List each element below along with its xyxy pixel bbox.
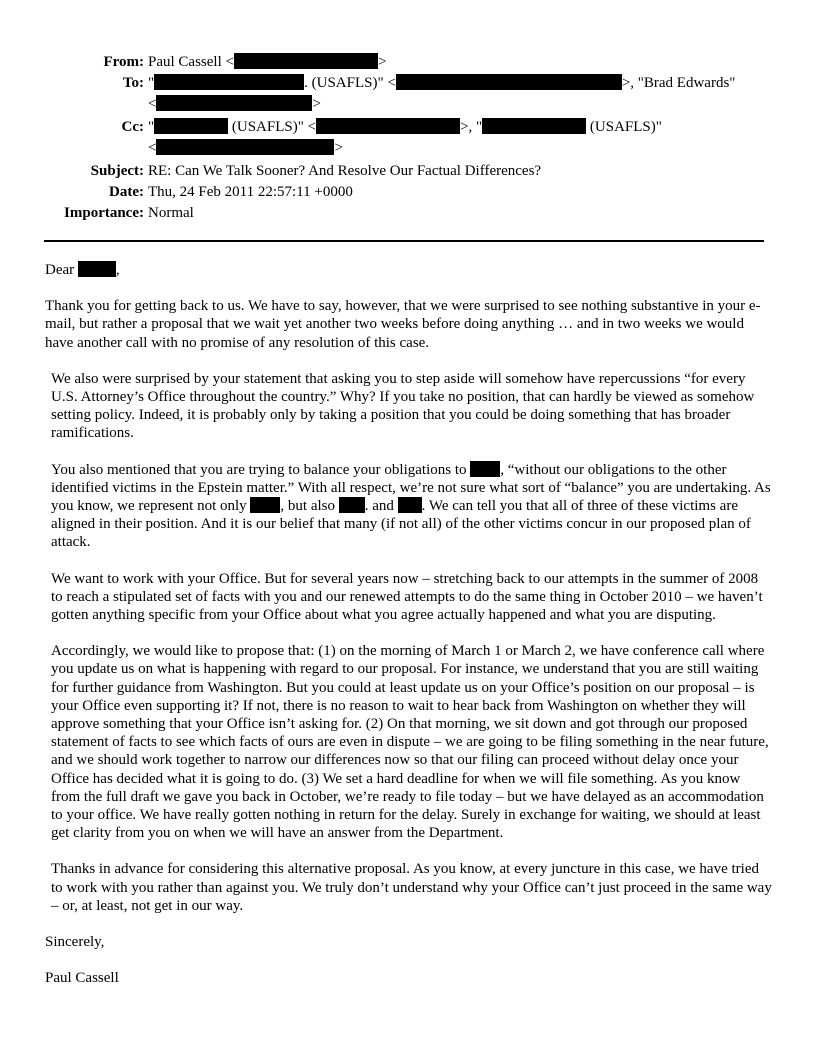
to-text: >, "Brad Edwards"	[621, 75, 736, 91]
cc-text: (USAFLS)"	[586, 119, 662, 135]
paragraph-text: . and	[364, 498, 398, 515]
date-label: Date:	[109, 184, 144, 200]
paragraph-3	[45, 461, 773, 552]
importance-row	[0, 203, 816, 224]
from-row	[0, 52, 816, 73]
bracket: <	[148, 96, 157, 112]
subject-label: Subject:	[90, 163, 144, 179]
cc-row	[0, 117, 816, 159]
cc-text: >, "	[460, 119, 483, 135]
closing: Sincerely,	[45, 934, 105, 951]
greeting	[45, 261, 773, 279]
paragraph-5: Accordingly, we would like to propose that: (1) on the morning of March 1 or March 2, we have conference call where you update us on what is happening with regard to our proposal. For instance, we understand that you are still waiting for further guidance from Washington. But you could at least update us on your Office’s position on our proposal – is your Office even supporting it? If not, there is no reason to wait to hear back from Washington on whether they will approve something that your Office isn’t asking for. (2) On that morning, we sit down and got through our proposed statement of facts to see which facts of ours are even in dispute – we are going to be filing something in the near future, and we should work together to narrow our differences now so that our filing can proceed without delay once your Office has decided what it is going to do. (3) We set a hard deadline for when we will file something. As you know from the full draft we gave you back in October, we’re ready to file today – but we have delayed as an accommodation to your office. We have really gotten nothing in return for the delay. Surely in exchange for waiting, we should at least get clarity from you on when we will have an answer from the Department.	[51, 643, 769, 842]
paragraph-text: , but also	[280, 498, 339, 515]
paragraph-6: Thanks in advance for considering this alternative proposal. As you know, at every juncture in this case, we have tried to work with you rather than against you. We truly don’t understand why your Office can’t just proceed in the same way – or, at least, not get in our way.	[51, 861, 772, 914]
date-row	[0, 182, 816, 203]
redaction	[250, 497, 280, 513]
greeting-text: Dear	[45, 262, 78, 278]
quote: "	[148, 75, 155, 91]
bracket: >	[334, 140, 343, 156]
bracket: >	[312, 96, 321, 112]
from-name: Paul Cassell <	[148, 54, 234, 70]
to-row	[0, 73, 816, 115]
bracket: <	[148, 140, 157, 156]
redaction	[154, 118, 228, 134]
from-label: From:	[103, 54, 144, 70]
date-value: Thu, 24 Feb 2011 22:57:11 +0000	[148, 184, 353, 200]
paragraph-text: , “without our obligations to the other identified victims in the Epstein matter.” With all respect, we’re not sure what sort of “balance” you are undertaking. As you know, we represent not only	[51, 461, 771, 515]
subject-row	[0, 161, 816, 182]
email-header	[0, 52, 816, 224]
email-body	[45, 261, 773, 1006]
bracket: >	[377, 54, 387, 70]
from-value	[148, 52, 768, 73]
redaction	[339, 497, 365, 513]
cc-label: Cc:	[121, 119, 144, 135]
redaction	[234, 53, 378, 69]
redaction	[154, 74, 304, 90]
redaction	[470, 461, 500, 477]
redaction	[78, 261, 116, 277]
importance-label: Importance:	[64, 205, 144, 221]
redaction	[156, 139, 334, 155]
paragraph-text: . We can tell you that all of three of these victims are aligned in their position. And it is our belief that many (if not all) of the other victims concur in our proposed plan of attack.	[51, 498, 751, 551]
importance-value: Normal	[148, 205, 194, 221]
paragraph-4: We want to work with your Office. But for several years now – stretching back to our attempts in the summer of 2008 to reach a stipulated set of facts with you and our renewed attempts to do the same thing in October 2010 – we haven’t gotten anything specific from your Office about what you agree actually happened and what you are disputing.	[51, 570, 763, 624]
to-label: To:	[122, 75, 144, 91]
cc-value	[148, 117, 768, 159]
paragraph-text: You also mentioned that you are trying to balance your obligations to	[51, 461, 471, 478]
paragraph-2: We also were surprised by your statement that asking you to step aside will somehow have repercussions “for every U.S. Attorney’s Office throughout the country.” Why? If you take no position, that can hardly be viewed as somehow setting policy. Indeed, it is probably only by taking a position that you could be doing something that has broader ramifications.	[51, 370, 755, 442]
quote: "	[148, 119, 155, 135]
redaction	[482, 118, 586, 134]
signature: Paul Cassell	[45, 970, 119, 987]
to-text: . (USAFLS)" <	[304, 75, 396, 91]
subject-value: RE: Can We Talk Sooner? And Resolve Our Factual Differences?	[148, 163, 542, 179]
paragraph-1: Thank you for getting back to us. We have to say, however, that we were surprised to see nothing substantive in your e-mail, but rather a proposal that we wait yet another two weeks before doing anything … and in two weeks we would have another call with no promise of any resolution of this case.	[45, 298, 761, 351]
redaction	[398, 497, 422, 513]
redaction	[156, 95, 312, 111]
redaction	[396, 74, 622, 90]
greeting-text: ,	[115, 262, 120, 278]
redaction	[316, 118, 460, 134]
header-divider	[44, 240, 764, 242]
cc-text: (USAFLS)" <	[228, 119, 317, 135]
to-value	[148, 73, 768, 115]
